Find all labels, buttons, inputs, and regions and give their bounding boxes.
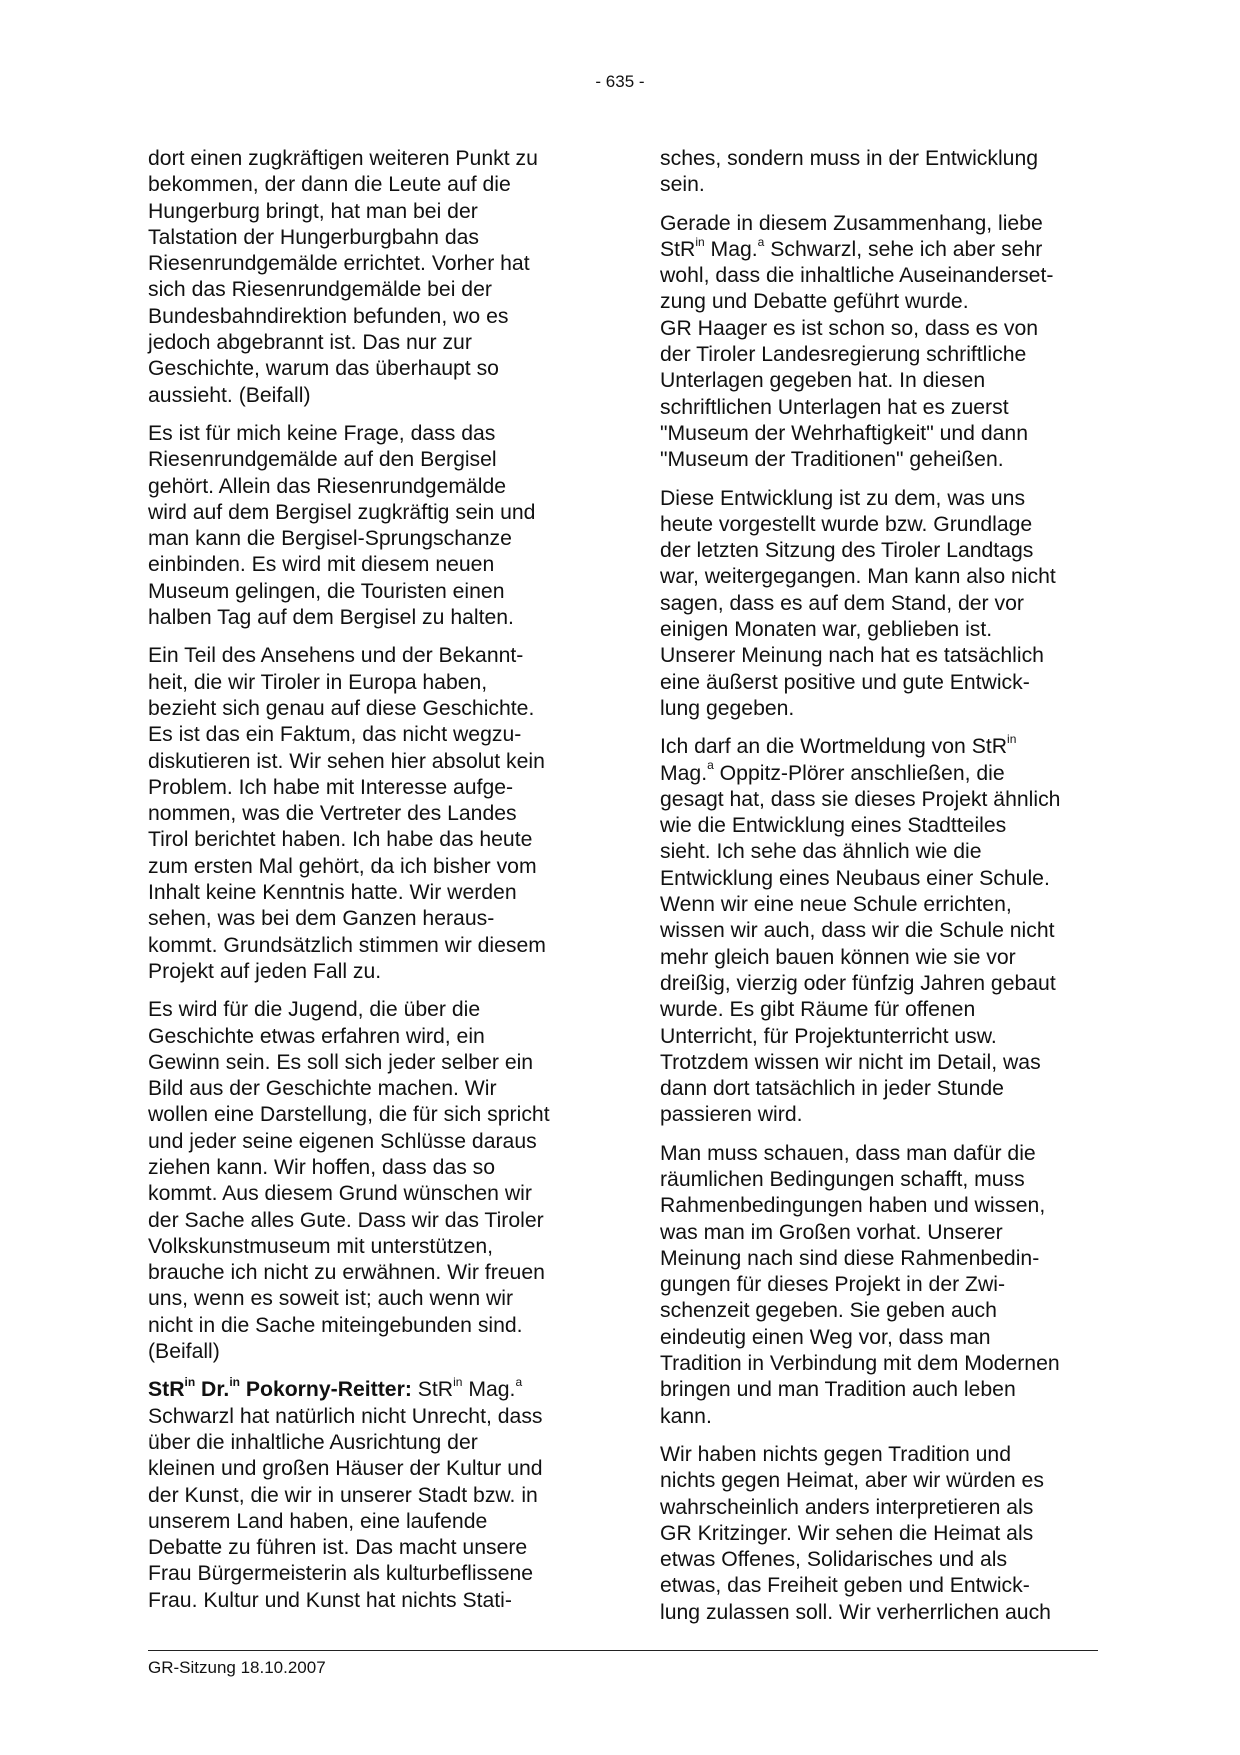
paragraph-line: Ein Teil des Ansehens und der Bekannt- <box>148 644 524 668</box>
paragraph-line: der letzten Sitzung des Tiroler Landtags <box>660 539 1034 563</box>
paragraph-line: sieht. Ich sehe das ähnlich wie die <box>660 840 982 864</box>
paragraph-line: eine äußerst positive und gute Entwick- <box>660 670 1030 694</box>
paragraph-line: Gewinn sein. Es soll sich jeder selber ein <box>148 1050 534 1074</box>
paragraph-line: eindeutig einen Weg vor, dass man <box>660 1325 991 1349</box>
paragraph-line: Geschichte, warum das überhaupt so <box>148 357 499 381</box>
paragraph-line: was man im Großen vorhat. Unserer <box>660 1220 1003 1244</box>
paragraph-line: wohl, dass die inhaltliche Auseinanderset- <box>660 264 1054 288</box>
paragraph <box>660 486 1105 723</box>
paragraph-line: sches, sondern muss in der Entwicklung <box>660 147 1039 170</box>
paragraph-line: Debatte zu führen ist. Das macht unsere <box>148 1536 528 1560</box>
paragraph-line: Unserer Meinung nach hat es tatsächlich <box>660 644 1044 668</box>
paragraph-line: halben Tag auf dem Bergisel zu halten. <box>148 606 514 630</box>
paragraph <box>660 1141 1105 1430</box>
paragraph-line: GR Haager es ist schon so, dass es von <box>660 316 1039 340</box>
left-column <box>148 146 593 1626</box>
page-number: - 635 - <box>595 72 645 91</box>
paragraph-line: Frau Bürgermeisterin als kulturbeflissene <box>148 1562 534 1586</box>
paragraph-line: aussieht. (Beifall) <box>148 383 311 407</box>
paragraph-line: sehen, was bei dem Ganzen heraus- <box>148 907 495 931</box>
paragraph-line: wird auf dem Bergisel zugkräftig sein und <box>148 500 536 524</box>
paragraph-line: Frau. Kultur und Kunst hat nichts Stati- <box>148 1588 512 1612</box>
paragraph-line: und jeder seine eigenen Schlüsse daraus <box>148 1129 537 1153</box>
paragraph-line: schenzeit gegeben. Sie geben auch <box>660 1299 997 1323</box>
paragraph-line: dort einen zugkräftigen weiteren Punkt zu <box>148 147 538 170</box>
paragraph-line: jedoch abgebrannt ist. Das nur zur <box>148 331 472 355</box>
paragraph-line: "Museum der Traditionen" geheißen. <box>660 448 1004 472</box>
paragraph-line: Rahmenbedingungen haben und wissen, <box>660 1194 1046 1218</box>
paragraph-text <box>660 263 1105 473</box>
paragraph-line: dann dort tatsächlich in jeder Stunde <box>660 1077 1004 1101</box>
paragraph-line: diskutieren ist. Wir sehen hier absolut kein <box>148 749 545 773</box>
paragraph-line: Ich darf an die Wortmeldung von StR$^{in}$ <box>660 732 1017 759</box>
paragraph-line: Volkskunstmuseum mit unterstützen, <box>148 1234 494 1258</box>
paragraph-line: der Tiroler Landesregierung schriftliche <box>660 343 1027 367</box>
paragraph-line: etwas, das Freiheit geben und Entwick- <box>660 1574 1030 1598</box>
paragraph-line: brauche ich nicht zu erwähnen. Wir freuen <box>148 1261 545 1285</box>
paragraph-line: Wenn wir eine neue Schule errichten, <box>660 893 1012 917</box>
paragraph-line: Geschichte etwas erfahren wird, ein <box>148 1024 485 1048</box>
paragraph-line: über die inhaltliche Ausrichtung der <box>148 1430 478 1454</box>
paragraph <box>148 421 593 631</box>
paragraph-line: Unterlagen gegeben hat. In diesen <box>660 369 986 393</box>
paragraph-line: "Museum der Wehrhaftigkeit" und dann <box>660 421 1028 445</box>
paragraph-line: passieren wird. <box>660 1103 803 1127</box>
paragraph-line: Projekt auf jeden Fall zu. <box>148 959 382 983</box>
paragraph-line: Problem. Ich habe mit Interesse aufge- <box>148 775 514 799</box>
paragraph <box>148 146 593 409</box>
paragraph-line: Meinung nach sind diese Rahmenbedin- <box>660 1246 1040 1270</box>
paragraph-line: schriftlichen Unterlagen hat es zuerst <box>660 395 1009 419</box>
paragraph-line: lung zulassen soll. Wir verherrlichen auch <box>660 1600 1051 1624</box>
paragraph-line: einigen Monaten war, geblieben ist. <box>660 618 993 642</box>
paragraph-line: Tradition in Verbindung mit dem Modernen <box>660 1352 1060 1376</box>
paragraph-line: StR$^{in}$ Mag.$^a$ Schwarzl, sehe ich aber sehr <box>660 234 1043 261</box>
paragraph-line: der Sache alles Gute. Dass wir das Tiroler <box>148 1208 544 1232</box>
paragraph-line: kleinen und großen Häuser der Kultur und <box>148 1457 543 1481</box>
paragraph-line: kommt. Grundsätzlich stimmen wir diesem <box>148 933 546 957</box>
paragraph-line: Wir haben nichts gegen Tradition und <box>660 1442 1011 1466</box>
footer-divider <box>148 1650 1098 1651</box>
paragraph-line: ziehen kann. Wir hoffen, dass das so <box>148 1155 496 1179</box>
paragraph-line: Man muss schauen, dass man dafür die <box>660 1141 1036 1165</box>
paragraph-line: wissen wir auch, dass wir die Schule nicht <box>660 919 1055 943</box>
paragraph-line: dreißig, vierzig oder fünfzig Jahren gebaut <box>660 971 1056 995</box>
paragraph-line: nommen, was die Vertreter des Landes <box>148 802 517 826</box>
paragraph-line: einbinden. Es wird mit diesem neuen <box>148 553 495 577</box>
paragraph-line: bekommen, der dann die Leute auf die <box>148 173 511 197</box>
paragraph-line: Talstation der Hungerburgbahn das <box>148 225 479 249</box>
paragraph-line: heute vorgestellt wurde bzw. Grundlage <box>660 512 1033 536</box>
right-column <box>660 146 1105 1638</box>
speaker-paragraph <box>148 1377 593 1614</box>
paragraph <box>660 1442 1105 1626</box>
paragraph-line: Es ist das ein Faktum, das nicht wegzu- <box>148 723 522 747</box>
paragraph-line: Inhalt keine Kenntnis hatte. Wir werden <box>148 881 517 905</box>
footer: GR-Sitzung 18.10.2007 <box>148 1658 326 1677</box>
paragraph-line: Schwarzl hat natürlich nicht Unrecht, dass <box>148 1404 543 1428</box>
paragraph-line: etwas Offenes, Solidarisches und als <box>660 1548 1008 1572</box>
paragraph-line: kommt. Aus diesem Grund wünschen wir <box>148 1182 532 1206</box>
paragraph-line: Trotzdem wissen wir nicht im Detail, was <box>660 1050 1041 1074</box>
paragraph-line: Museum gelingen, die Touristen einen <box>148 579 505 603</box>
paragraph-line: uns, wenn es soweit ist; auch wenn wir <box>148 1287 514 1311</box>
paragraph-line: nicht in die Sache miteingebunden sind. <box>148 1313 523 1337</box>
paragraph-line: zung und Debatte geführt wurde. <box>660 290 969 314</box>
paragraph-line: gehört. Allein das Riesenrundgemälde <box>148 474 507 498</box>
paragraph-line: räumlichen Bedingungen schafft, muss <box>660 1167 1025 1191</box>
paragraph-line: zum ersten Mal gehört, da ich bisher vom <box>148 854 537 878</box>
paragraph-line: Hungerburg bringt, hat man bei der <box>148 199 478 223</box>
paragraph <box>660 146 1105 199</box>
paragraph-line: unserem Land haben, eine laufende <box>148 1509 488 1533</box>
paragraph <box>148 997 593 1365</box>
paragraph-line: lung gegeben. <box>660 696 795 720</box>
paragraph-line: kann. <box>660 1404 712 1428</box>
paragraph-line: wahrscheinlich anders interpretieren als <box>660 1495 1034 1519</box>
paragraph-line: (Beifall) <box>148 1340 220 1364</box>
paragraph-line: Bild aus der Geschichte machen. Wir <box>148 1077 497 1101</box>
paragraph-line: wollen eine Darstellung, die für sich spricht <box>148 1103 550 1127</box>
paragraph-line: sich das Riesenrundgemälde bei der <box>148 278 492 302</box>
paragraph <box>148 643 593 985</box>
paragraph-line: Riesenrundgemälde errichtet. Vorher hat <box>148 252 530 276</box>
paragraph-line: sein. <box>660 173 705 197</box>
paragraph-line: Es wird für die Jugend, die über die <box>148 998 481 1022</box>
paragraph-line: Unterricht, für Projektunterricht usw. <box>660 1024 997 1048</box>
paragraph-line: heit, die wir Tiroler in Europa haben, <box>148 670 488 694</box>
paragraph-line: war, weitergegangen. Man kann also nicht <box>660 565 1056 589</box>
speaker-line: StR$^{in}$ Dr.$^{in}$ Pokorny-Reitter: StR$^{in}$ Mag.$^a$ <box>148 1375 523 1402</box>
paragraph-line: Gerade in diesem Zusammenhang, liebe <box>660 211 1043 235</box>
paragraph-line: mehr gleich bauen können wie sie vor <box>660 945 1016 969</box>
paragraph-line: gungen für dieses Projekt in der Zwi- <box>660 1273 1006 1297</box>
paragraph-line: man kann die Bergisel-Sprungschanze <box>148 527 512 551</box>
paragraph-line: Diese Entwicklung ist zu dem, was uns <box>660 486 1026 510</box>
paragraph <box>660 734 1105 1128</box>
paragraph <box>660 211 1105 474</box>
speaker-name: StR$^{in}$ Dr.$^{in}$ Pokorny-Reitter: <box>148 1375 412 1402</box>
paragraph-line: sagen, dass es auf dem Stand, der vor <box>660 591 1024 615</box>
paragraph-line: GR Kritzinger. Wir sehen die Heimat als <box>660 1521 1034 1545</box>
paragraph-line: gesagt hat, dass sie dieses Projekt ähnlich <box>660 787 1061 811</box>
paragraph-line: bringen und man Tradition auch leben <box>660 1378 1016 1402</box>
paragraph-line: wurde. Es gibt Räume für offenen <box>660 998 976 1022</box>
paragraph-line: Mag.$^a$ Oppitz-Plörer anschließen, die <box>660 758 1005 785</box>
paragraph-line: der Kunst, die wir in unserer Stadt bzw. in <box>148 1483 538 1507</box>
paragraph-line: Tirol berichtet haben. Ich habe das heute <box>148 828 533 852</box>
paragraph-line: wie die Entwicklung eines Stadtteiles <box>660 814 1007 838</box>
paragraph-line: Riesenrundgemälde auf den Bergisel <box>148 448 497 472</box>
paragraph-line: Es ist für mich keine Frage, dass das <box>148 421 496 445</box>
paragraph-line: Entwicklung eines Neubaus einer Schule. <box>660 866 1050 890</box>
paragraph-line: nichts gegen Heimat, aber wir würden es <box>660 1469 1044 1493</box>
paragraph-text <box>660 787 1105 1129</box>
paragraph-line: bezieht sich genau auf diese Geschichte. <box>148 696 535 720</box>
paragraph-line: Bundesbahndirektion befunden, wo es <box>148 304 509 328</box>
speaker-text <box>148 1404 593 1614</box>
